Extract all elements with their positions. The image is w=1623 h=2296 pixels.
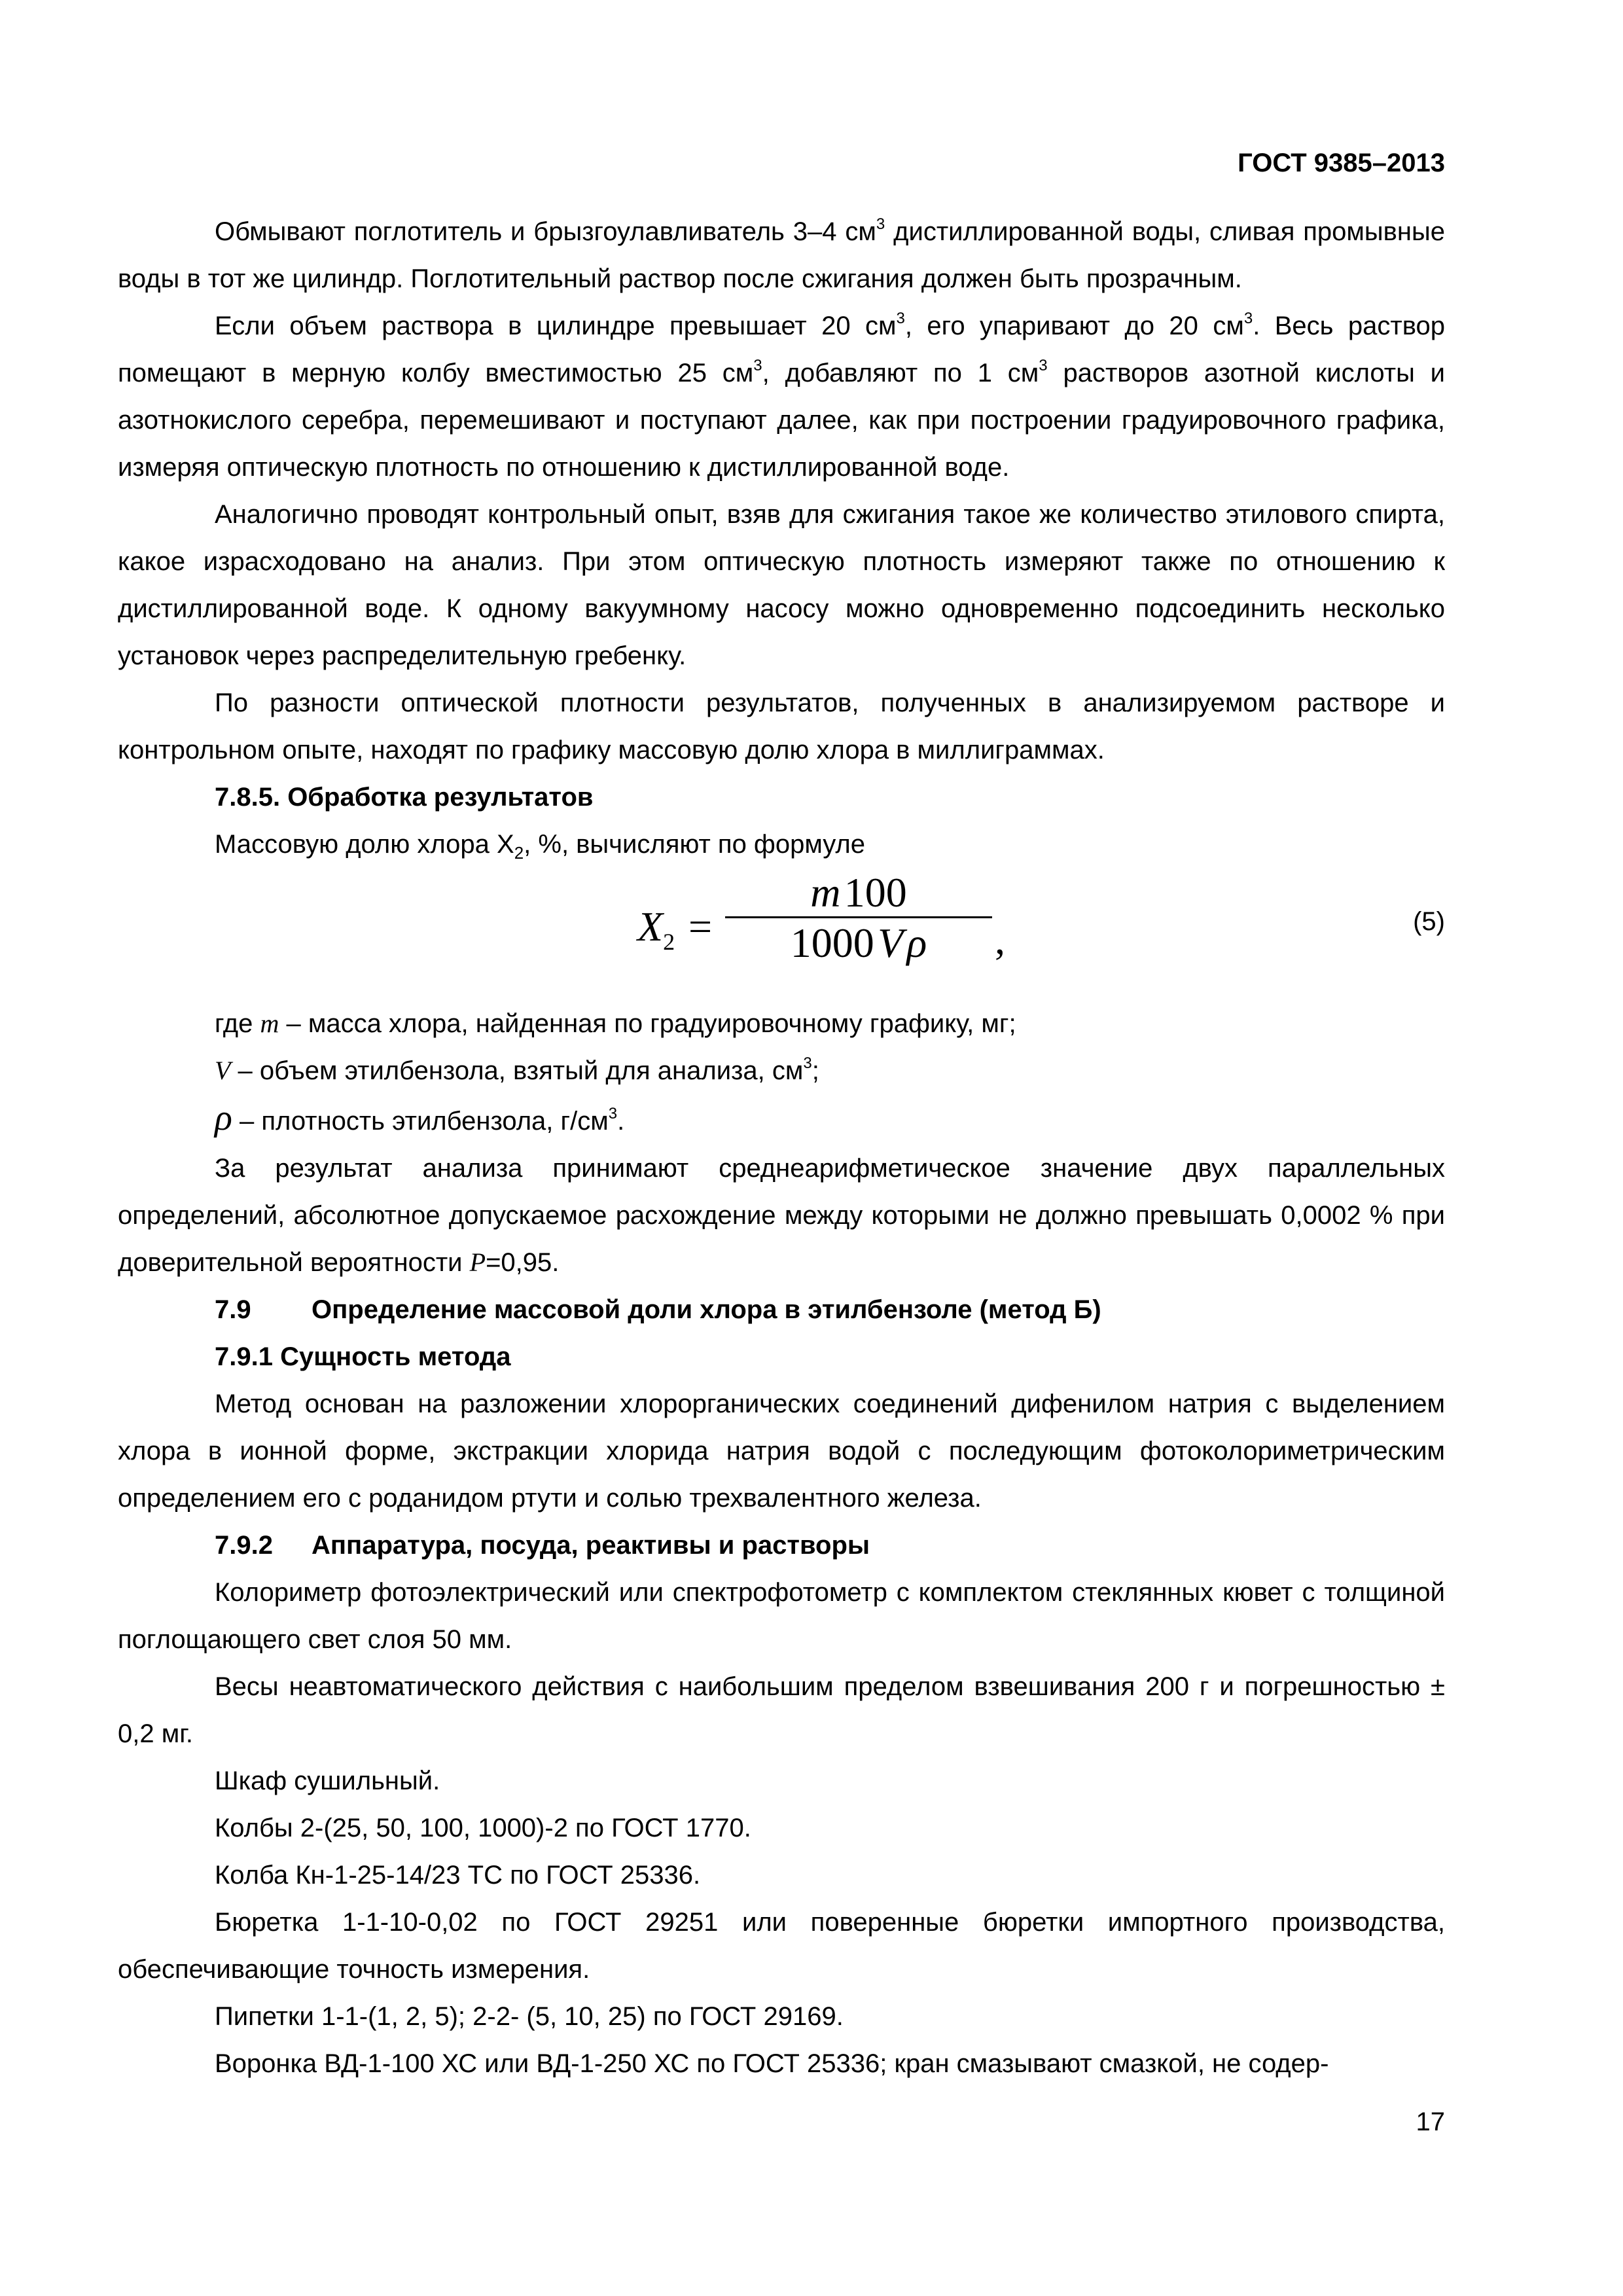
paragraph: Если объем раствора в цилиндре превышает 20 $см^3$, его упаривают до 20 $см^3$. Весь раствор помещают в мерную колбу вместимостью 25 $см^3$, добавляют по 1 $см^3$ растворов азотной кислоты и азотнокислого серебра, перемешивают и поступают далее, как при построении градуировочного графика, измеряя оптическую плотность по отношению к дистиллированной воде. [118,309,1445,482]
page-number: 17 [1416,2108,1445,2136]
document-header: ГОСТ 9385–2013 [1238,149,1445,177]
section-heading-7-8-5: 7.8.5. Обработка результатов [215,783,594,812]
formula-numerator: m 100 [810,869,907,916]
section-heading-7-9-1: 7.9.1 Сущность метода [215,1342,511,1371]
paragraph: Колбы 2-(25, 50, 100, 1000)-2 по ГОСТ 1770. [215,1814,751,1842]
paragraph: Обмывают поглотитель и брызгоулавливатель 3–4 $см^3$ дистиллированной воды, сливая промывные воды в тот же цилиндр. Поглотительный раствор после сжигания должен быть прозрачным. [118,215,1445,293]
formula-comma: , [995,916,1005,963]
section-heading-7-9-2: 7.9.2 Аппаратура, посуда, реактивы и растворы [215,1531,870,1560]
paragraph: Аналогично проводят контрольный опыт, взяв для сжигания такое же количество этилового спирта, какое израсходовано на анализ. При этом оптическую плотность измеряют также по отношению к дистиллированной воде. К одному вакуумному насосу можно одновременно подсоединить несколько установок через распределительную гребенку. [118,500,1445,670]
paragraph: Колба Кн-1-25-14/23 ТС по ГОСТ 25336. [215,1861,701,1890]
paragraph: Пипетки 1-1-(1, 2, 5); 2-2- (5, 10, 25) по ГОСТ 29169. [215,2002,844,2031]
paragraph: Метод основан на разложении хлорорганических соединений дифенилом натрия с выделением хлора в ионной форме, экстракции хлорида натрия водой с последующим фотоколориметрическим определением его с роданидом ртути и солью трехвалентного железа. [118,1390,1445,1513]
variable-definition: ρ – плотность этилбензола, $г/см^3$. [215,1098,625,1138]
section-heading-7-9: 7.9 Определение массовой доли хлора в этилбензоле (метод Б) [215,1295,1101,1324]
formula-denominator: 1000 V ρ [790,920,927,966]
formula-lhs: $X_2$ [637,903,675,955]
variable-definition: V – объем этилбензола, взятый для анализа, $см^3$; [215,1054,819,1085]
page-content [118,208,1445,2087]
paragraph: Весы неавтоматического действия с наибольшим пределом взвешивания 200 г и погрешностью ± 0,2 мг. [118,1672,1445,1748]
paragraph: Воронка ВД-1-100 ХС или ВД-1-250 ХС по ГОСТ 25336; кран смазывают смазкой, не содер- [215,2049,1329,2078]
formula-equals: = [688,903,713,950]
formula-number: (5) [1413,907,1445,936]
paragraph: Колориметр фотоэлектрический или спектрофотометр с комплектом стеклянных кювет с толщиной поглощающего свет слоя 50 мм. [118,1578,1445,1654]
paragraph: Шкаф сушильный. [215,1767,440,1795]
paragraph: Массовую долю хлора $X_2$, %, вычисляют по формуле [215,830,865,863]
paragraph: По разности оптической плотности результатов, полученных в анализируемом растворе и контрольном опыте, находят по графику массовую долю хлора в миллиграммах. [118,689,1445,764]
formula-5 [118,868,1445,1000]
paragraph: За результат анализа принимают среднеарифметическое значение двух параллельных определений, абсолютное допускаемое расхождение между которыми не должно превышать 0,0002 % при доверительной вероятности P=0,95. [118,1154,1445,1277]
formula-fraction [725,869,992,966]
paragraph: Бюретка 1-1-10-0,02 по ГОСТ 29251 или поверенные бюретки импортного производства, обеспечивающие точность измерения. [118,1908,1445,1984]
variable-definition: где m – масса хлора, найденная по градуировочному графику, мг; [215,1009,1016,1038]
